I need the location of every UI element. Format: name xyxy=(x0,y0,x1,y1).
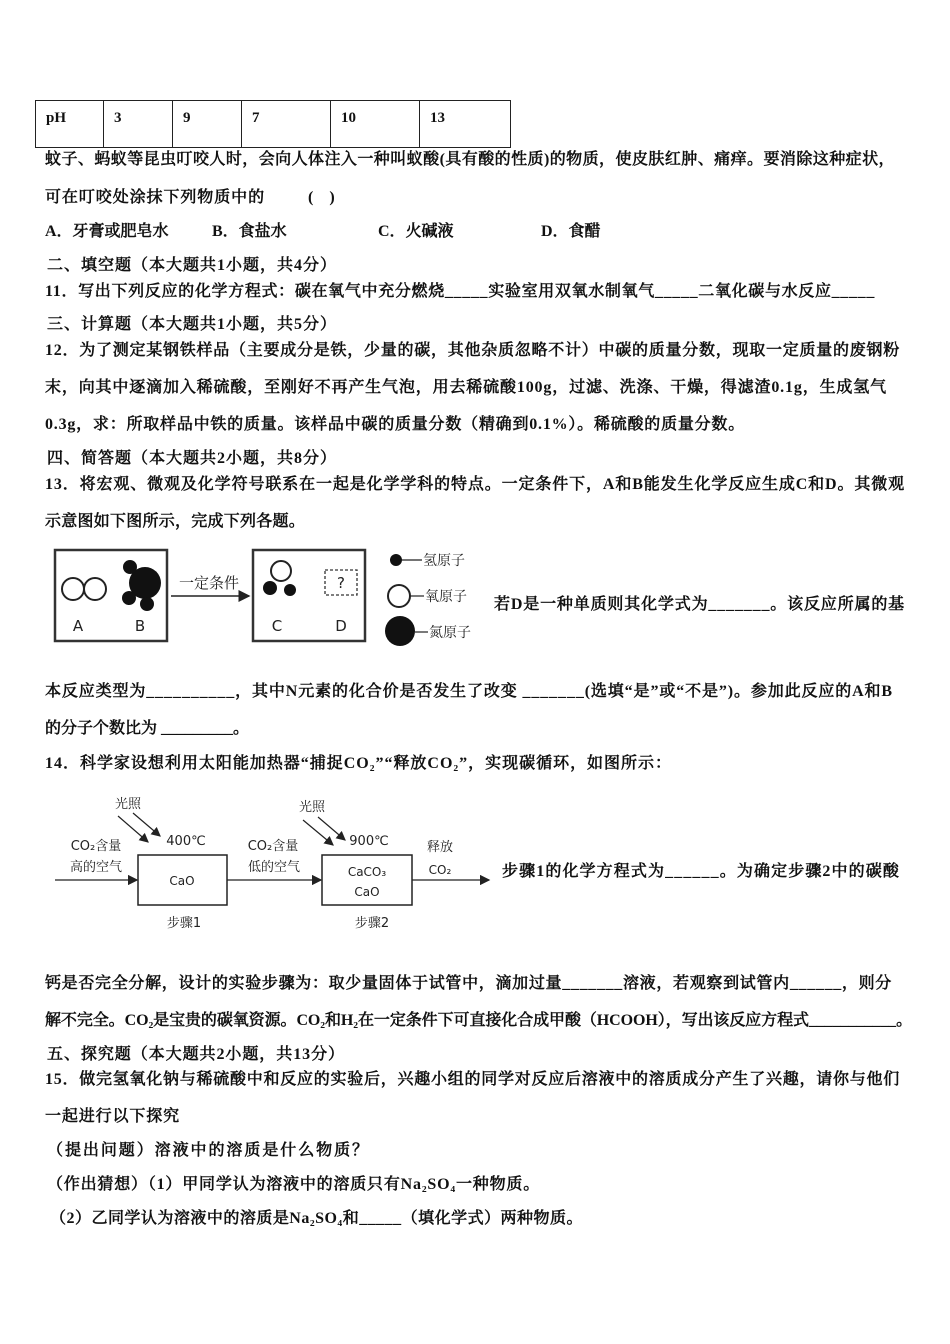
q15-line-1: 15．做完氢氧化钠与稀硫酸中和反应的实验后，兴趣小组的同学对反应后溶液中的溶质成分产生了兴趣，请你与他们 xyxy=(45,1071,900,1088)
q14-line-1: 14．科学家设想利用太阳能加热器“捕捉CO₂”“释放CO₂”，实现碳循环，如图所示： xyxy=(45,755,672,772)
hydrogen-atom xyxy=(284,584,296,596)
ph-header-cell: pH xyxy=(36,101,104,148)
input-air-label-line-2: 高的空气 xyxy=(69,860,123,875)
q11-line-1: 11．写出下列反应的化学方程式：碳在氧气中充分燃烧_____实验室用双氧水制氧气_____二氧化碳与水反应_____ xyxy=(45,283,875,300)
reaction-condition: 一定条件 xyxy=(178,574,240,592)
oxygen-atom xyxy=(84,578,106,600)
q10-stem-line-1: 蚊子、蚂蚁等昆虫叮咬人时，会向人体注入一种叫蚁酸(具有酸的性质)的物质，使皮肤红肿、痛痒。要消除这种症状， xyxy=(45,151,895,168)
label-a: A xyxy=(72,617,84,635)
q10-answer-paren: ( ) xyxy=(308,189,335,206)
q15-question-line: （提出问题）溶液中的溶质是什么物质？ xyxy=(47,1142,370,1159)
q13-line-3: 本反应类型为__________，其中N元素的化合价是否发生了改变 _______(选填“是”或“不是”)。参加此反应的A和B xyxy=(45,683,893,700)
mid-air-label-line-2: 低的空气 xyxy=(247,860,301,875)
hydrogen-atom xyxy=(263,581,277,595)
q14-side-text: 步骤1的化学方程式为______。为确定步骤2中的碳酸 xyxy=(502,863,900,880)
ph-table-row xyxy=(36,101,511,148)
hydrogen-atom xyxy=(140,597,154,611)
ph-value-cell: 13 xyxy=(420,101,511,148)
step-2-substance-2: CaO xyxy=(354,885,380,899)
legend-nitrogen-icon xyxy=(385,616,415,646)
section-2-header: 二、填空题（本大题共1小题，共4分） xyxy=(47,257,337,274)
ph-table xyxy=(35,100,511,148)
section-5-header: 五、探究题（本大题共2小题，共13分） xyxy=(47,1046,345,1063)
label-d: D xyxy=(335,617,347,635)
legend-oxygen-icon xyxy=(388,585,410,607)
q14-line-2: 钙是否完全分解，设计的实验步骤为：取少量固体于试管中，滴加过量_______溶液，若观察到试管内______，则分 xyxy=(45,975,892,992)
input-air-label-line-1: CO₂含量 xyxy=(70,839,122,854)
output-label-line-1: 释放 xyxy=(426,840,454,855)
q14-carbon-cycle-diagram xyxy=(40,790,500,940)
section-3-header: 三、计算题（本大题共1小题，共5分） xyxy=(47,316,337,333)
q10-stem-line-2: 可在叮咬处涂抹下列物质中的 xyxy=(45,189,265,206)
q12-line-2: 末，向其中逐滴加入稀硫酸，至刚好不再产生气泡，用去稀硫酸100g，过滤、洗涤、干燥，得滤渣0.1g，生成氢气 xyxy=(45,379,887,396)
q10-option-c: C．火碱液 xyxy=(378,223,454,240)
hydrogen-atom xyxy=(123,560,137,574)
q10-option-b: B．食盐水 xyxy=(212,223,287,240)
step-1-label: 步骤1 xyxy=(166,916,202,931)
unknown-mark: ? xyxy=(337,574,345,592)
label-c: C xyxy=(271,617,283,635)
q13-molecule-diagram xyxy=(50,545,480,650)
oxygen-atom xyxy=(62,578,84,600)
legend-hydrogen-icon xyxy=(390,554,402,566)
step-1-substance: CaO xyxy=(169,874,195,888)
hydrogen-atom xyxy=(122,591,136,605)
temperature-label-2: 900℃ xyxy=(349,834,389,849)
light-label-2: 光照 xyxy=(298,800,326,815)
light-arrow xyxy=(303,820,333,845)
output-label-line-2: CO₂ xyxy=(428,863,452,877)
step-2-substance-1: CaCO₃ xyxy=(347,865,387,879)
q12-line-3: 0.3g，求：所取样品中铁的质量。该样品中碳的质量分数（精确到0.1%）。稀硫酸的质量分数。 xyxy=(45,416,745,433)
mid-air-label-line-1: CO₂含量 xyxy=(247,839,299,854)
ph-value-cell: 10 xyxy=(331,101,420,148)
q15-hypothesis-1: （作出猜想）（1）甲同学认为溶液中的溶质只有Na₂SO₄一种物质。 xyxy=(47,1176,540,1193)
q15-line-2: 一起进行以下探究 xyxy=(45,1108,180,1125)
legend-hydrogen-label: 氢原子 xyxy=(423,553,465,569)
q13-side-text: 若D是一种单质则其化学式为_______。该反应所属的基 xyxy=(494,596,905,613)
ph-value-cell: 3 xyxy=(104,101,173,148)
step-2-label: 步骤2 xyxy=(354,916,390,931)
ph-value-cell: 9 xyxy=(173,101,242,148)
legend-oxygen-label: 氧原子 xyxy=(425,589,467,605)
ph-value-cell: 7 xyxy=(242,101,331,148)
light-label-1: 光照 xyxy=(114,797,142,812)
q10-option-d: D．食醋 xyxy=(541,223,601,240)
temperature-label-1: 400℃ xyxy=(166,834,206,849)
oxygen-atom xyxy=(271,561,291,581)
q13-line-4: 的分子个数比为 _________。 xyxy=(45,720,250,737)
light-arrow xyxy=(118,816,148,842)
q10-option-a: A．牙膏或肥皂水 xyxy=(45,223,169,240)
label-b: B xyxy=(134,617,146,635)
q15-hypothesis-2: （2）乙同学认为溶液中的溶质是Na₂SO₄和_____（填化学式）两种物质。 xyxy=(50,1210,583,1227)
q13-line-1: 13．将宏观、微观及化学符号联系在一起是化学学科的特点。一定条件下，A和B能发生化学反应生成C和D。其微观 xyxy=(45,476,905,493)
q12-line-1: 12．为了测定某钢铁样品（主要成分是铁，少量的碳，其他杂质忽略不计）中碳的质量分数，现取一定质量的废钢粉 xyxy=(45,342,900,359)
legend-nitrogen-label: 氮原子 xyxy=(429,625,471,641)
q14-line-3: 解不完全。CO₂是宝贵的碳氧资源。CO₂和H₂在一定条件下可直接化合成甲酸（HCOOH），写出该反应方程式___________。 xyxy=(45,1012,912,1029)
section-4-header: 四、简答题（本大题共2小题，共8分） xyxy=(47,450,337,467)
q13-line-2: 示意图如下图所示，完成下列各题。 xyxy=(45,513,305,530)
